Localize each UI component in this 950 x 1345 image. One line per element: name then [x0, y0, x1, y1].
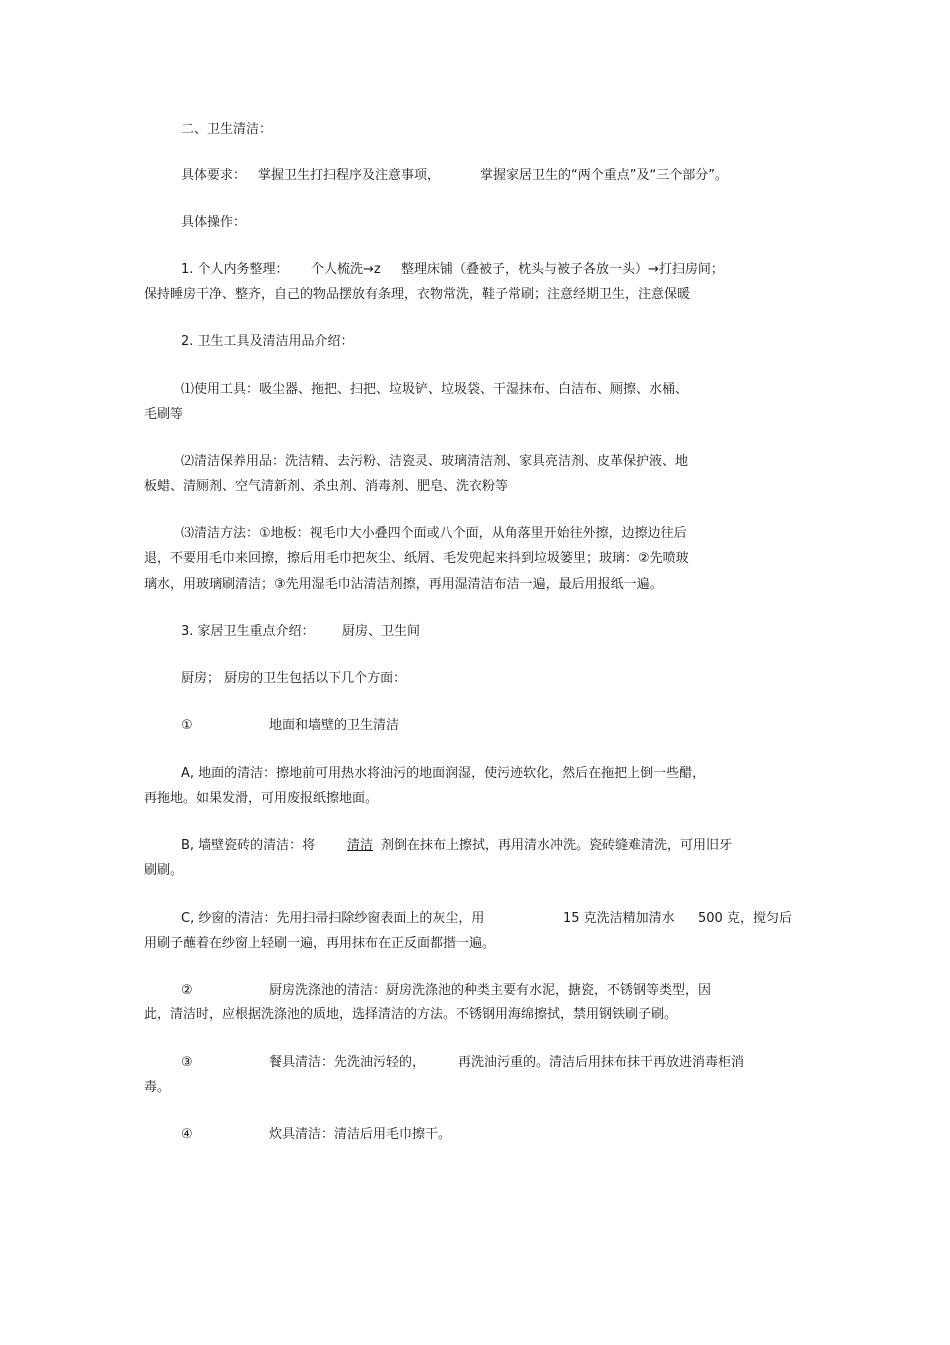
- item2-label: 2. 卫生工具及清洁用品介绍：: [181, 334, 354, 349]
- requirement-text-1: 掌握卫生打扫程序及注意事项，: [258, 168, 441, 183]
- section-heading: 二、卫生清洁：: [181, 122, 273, 137]
- pointC-pre: C, 纱窗的清洁：先用扫帚扫除纱窗表面上的灰尘，用: [181, 911, 485, 926]
- point3-text-a: 餐具清洁：先洗油污轻的，: [269, 1055, 426, 1070]
- tools-line-1: ⑴使用工具：吸尘器、拖把、扫把、垃圾铲、垃圾袋、干湿抹布、白洁布、厕擦、水桶、: [181, 382, 689, 397]
- item1-text-a: 个人梳洗→z: [311, 262, 381, 277]
- item3-text: 厨房、卫生间: [342, 624, 421, 639]
- pointA-line-1: A, 地面的清洁：擦地前可用热水将油污的地面润湿，使污迹软化，然后在拖把上倒一些醋，: [181, 766, 706, 781]
- tools-line-2: 毛刷等: [144, 407, 184, 422]
- point2-line-1: 厨房洗涤池的清洁：厨房洗涤池的种类主要有水泥，搪瓷，不锈钢等类型，因: [269, 983, 712, 998]
- pointC-line-2: 用刷子蘸着在纱窗上轻刷一遍，再用抹布在正反面都揩一遍。: [144, 936, 496, 951]
- supplies-line-2: 板蜡、清厕剂、空气清新剂、杀虫剂、消毒剂、肥皂、洗衣粉等: [144, 479, 509, 494]
- point4-number: ④: [181, 1127, 193, 1142]
- item1-label: 1. 个人内务整理：: [181, 262, 289, 277]
- pointC-post: 500 克，搅匀后: [698, 911, 792, 926]
- pointB-pre: B, 墙壁瓷砖的清洁：将: [181, 838, 316, 853]
- point1-title: 地面和墙壁的卫生清洁: [269, 718, 400, 733]
- method-line-3: 璃水，用玻璃刷清洁；③先用湿毛巾沾清洁剂擦，再用湿清洁布洁一遍，最后用报纸一遍。: [144, 577, 663, 592]
- requirement-label: 具体要求：: [181, 168, 247, 183]
- item3-label: 3. 家居卫生重点介绍：: [181, 624, 315, 639]
- point3-text-b: 再洗油污重的。清洁后用抹布抹干再放进消毒柜消: [458, 1055, 745, 1070]
- method-line-1: ⑶清洁方法：①地板：视毛巾大小叠四个面或八个面，从角落里开始往外擦，边擦边往后: [181, 526, 687, 541]
- item1-text-b: 整理床铺（叠被子，枕头与被子各放一头）→打扫房间；: [401, 262, 724, 277]
- pointB-post: 剂倒在抹布上擦拭，再用清水冲洗。瓷砖缝难清洗，可用旧牙: [381, 838, 733, 853]
- kitchen-intro: 厨房； 厨房的卫生包括以下几个方面：: [181, 671, 407, 686]
- pointB-underlined: 清洁: [347, 838, 374, 853]
- pointA-line-2: 再拖地。如果发滑，可用废报纸擦地面。: [144, 791, 379, 806]
- point3-number: ③: [181, 1055, 193, 1070]
- point1-number: ①: [181, 718, 193, 733]
- operation-label: 具体操作：: [181, 215, 247, 230]
- point4-text: 炊具清洁：清洁后用毛巾擦干。: [269, 1127, 452, 1142]
- requirement-text-2: 掌握家居卫生的“两个重点”及“三个部分”。: [480, 168, 728, 183]
- item1-line2: 保持睡房干净、整齐，自己的物品摆放有条理，衣物常洗，鞋子常刷；注意经期卫生，注意保暖: [144, 287, 691, 302]
- method-line-2: 退，不要用毛巾来回擦，擦后用毛巾把灰尘、纸屑、毛发兜起来抖到垃圾篓里；玻璃：②先喷玻: [144, 551, 689, 566]
- point2-number: ②: [181, 983, 193, 998]
- point2-line-2: 此，清洁时，应根据洗涤池的质地，选择清洁的方法。不锈钢用海绵擦拭，禁用钢铁刷子刷。: [144, 1007, 678, 1022]
- supplies-line-1: ⑵清洁保养用品：洗洁精、去污粉、洁瓷灵、玻璃清洁剂、家具亮洁剂、皮革保护液、地: [181, 454, 689, 469]
- pointC-mid: 15 克洗洁精加清水: [563, 911, 675, 926]
- pointB-line-2: 刷刷。: [144, 863, 184, 878]
- point3-line-2: 毒。: [144, 1080, 171, 1095]
